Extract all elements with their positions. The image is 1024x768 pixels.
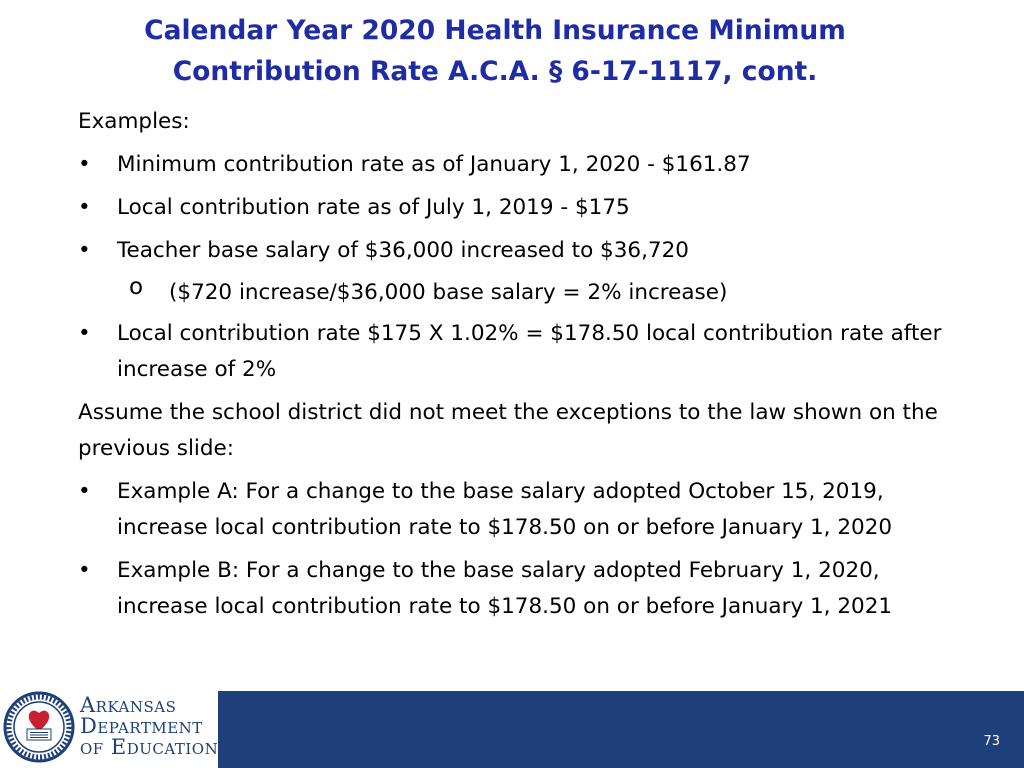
bullet-item — [78, 316, 958, 388]
bullet-item — [78, 474, 958, 546]
bullet-text: Minimum contribution rate as of January 1, 2020 - $161.87 — [117, 152, 751, 177]
logo-line-3: of Education — [80, 735, 219, 759]
slide-body — [78, 104, 958, 632]
department-logo-text — [80, 695, 218, 758]
bullet-item — [78, 190, 958, 226]
intro-text: Examples: — [78, 109, 190, 134]
sub-bullet-item — [78, 275, 958, 311]
bullet-text: Example B: For a change to the base salary adopted February 1, 2020, increase local contribution rate to $178.50 on or before January 1, 2021 — [117, 558, 893, 619]
department-seal-icon — [3, 691, 75, 763]
assumption-text: Assume the school district did not meet the exceptions to the law shown on the previous slide: — [78, 400, 938, 461]
bullet-marker: • — [78, 558, 91, 583]
bullet-marker: • — [78, 479, 91, 504]
page-number: 73 — [983, 734, 1000, 749]
bullet-marker: • — [78, 238, 91, 263]
slide-title-line-1: Calendar Year 2020 Health Insurance Minimum — [144, 15, 846, 46]
footer-band — [218, 691, 1024, 768]
bullet-text: Example A: For a change to the base salary adopted October 15, 2019, increase local contribution rate to $178.50 on or before January 1, 2020 — [117, 479, 893, 540]
bullet-text: Teacher base salary of $36,000 increased to $36,720 — [117, 238, 689, 263]
slide-title — [40, 10, 950, 92]
bullet-text: Local contribution rate as of July 1, 2019 - $175 — [117, 195, 630, 220]
bullet-marker: • — [78, 321, 91, 346]
slide-footer — [0, 687, 1024, 768]
bullet-marker: • — [78, 152, 91, 177]
logo-line-2: Department — [80, 714, 203, 738]
sub-bullet-marker: o — [129, 274, 144, 300]
bullet-item — [78, 147, 958, 183]
sub-bullet-text: ($720 increase/$36,000 base salary = 2% increase) — [169, 280, 728, 305]
bullet-marker: • — [78, 195, 91, 220]
bullet-item — [78, 553, 958, 625]
logo-line-1: Arkansas — [80, 693, 177, 717]
slide-title-line-2: Contribution Rate A.C.A. § 6-17-1117, cont. — [172, 56, 818, 87]
bullet-item — [78, 233, 958, 269]
bullet-text: Local contribution rate $175 X 1.02% = $178.50 local contribution rate after increase of 2% — [117, 321, 942, 382]
